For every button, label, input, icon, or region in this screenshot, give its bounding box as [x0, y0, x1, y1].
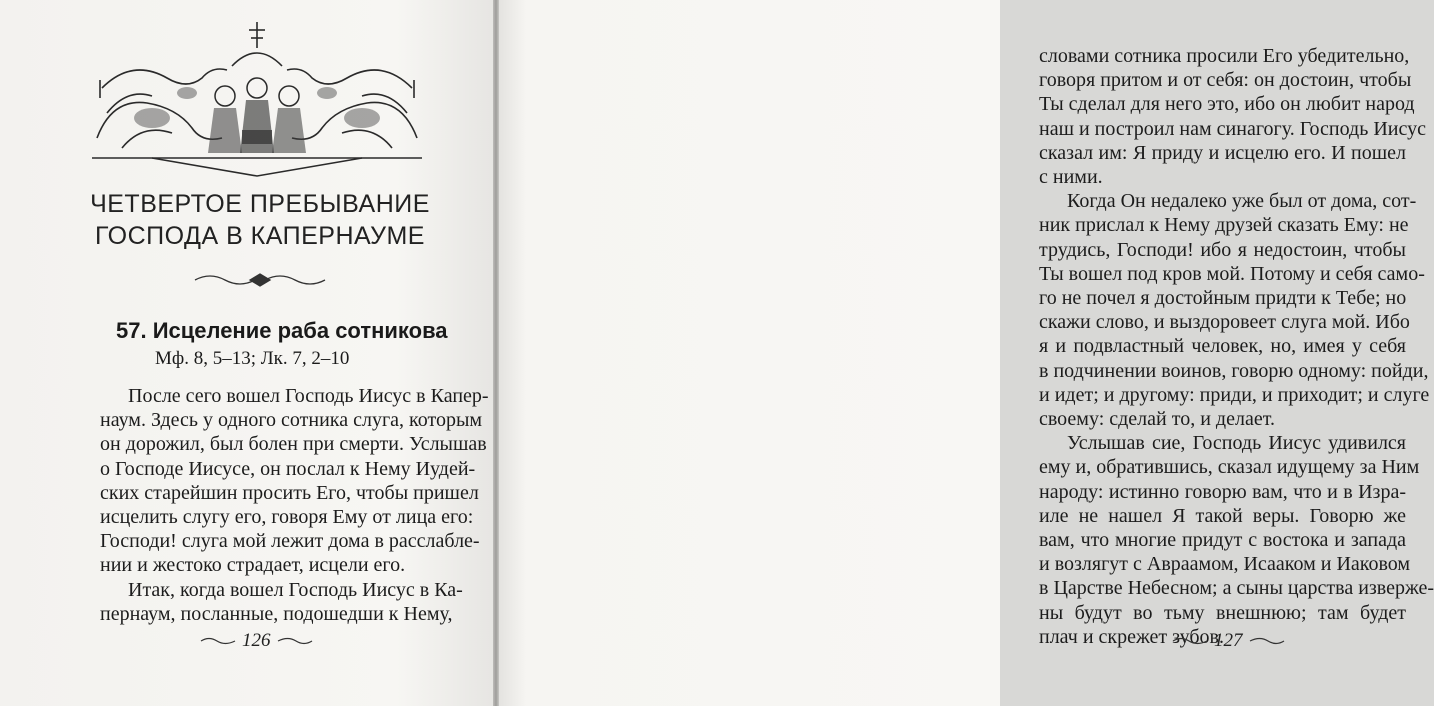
text-line: ему и, обратившись, сказал идущему за Ним [1039, 456, 1420, 479]
text-line: плач и скрежет зубов. [1039, 625, 1224, 648]
text-line: и идет; и другому: приди, и приходит; и слуге [1039, 383, 1430, 406]
text-line: трудись, Господи! ибо я недостоин, чтобы [1039, 238, 1406, 261]
text-line: пернаум, посланные, подошедши к Нему, [100, 602, 453, 625]
chapter-title [70, 188, 450, 252]
text-line: своему: сделай то, и делает. [1039, 408, 1275, 431]
book-gutter [493, 0, 499, 706]
page-number-left [200, 629, 313, 653]
left-page [0, 0, 496, 706]
text-line: Когда Он недалеко уже был от дома, сот- [1067, 190, 1417, 213]
text-line: ник прислал к Нему друзей сказать Ему: не [1039, 214, 1409, 237]
text-line: и возлягут с Авраамом, Исааком и Иаковом [1039, 553, 1411, 576]
page-ornament-right-icon [1249, 636, 1285, 646]
ornamental-divider-icon [190, 270, 330, 290]
chapter-title-line: ГОСПОДА В КАПЕРНАУМЕ [95, 222, 425, 250]
chapter-title-line: ЧЕТВЕРТОЕ ПРЕБЫВАНИЕ [90, 190, 430, 218]
text-line: словами сотника просили Его убедительно, [1039, 45, 1410, 67]
text-line: я и подвластный человек, но, имея у себя [1039, 335, 1406, 358]
page-number: 127 [1214, 630, 1243, 651]
text-line: После сего вошел Господь Иисус в Капер- [128, 385, 489, 407]
ornamental-header-trinity-icon [92, 18, 422, 178]
text-line: сказал им: Я приду и исцелю его. И пошел [1039, 141, 1406, 164]
text-line: скажи слово, и выздоровеет слуга мой. Ибо [1039, 311, 1410, 334]
text-line: в Царстве Небесном; а сыны царства изверже- [1039, 577, 1434, 600]
text-line: Итак, когда вошел Господь Иисус в Ка- [128, 578, 463, 601]
text-line: он дорожил, был болен при смерти. Услышав [100, 433, 487, 456]
text-line: го не почел я достойным придти к Тебе; но [1039, 287, 1407, 310]
page-number-right [1172, 629, 1285, 653]
page-ornament-left-icon [200, 636, 236, 646]
text-line: в подчинении воинов, говорю одному: пойди, [1039, 359, 1429, 382]
scripture-references: Мф. 8, 5–13; Лк. 7, 2–10 [155, 348, 350, 369]
text-line: о Господе Иисусе, он послал к Нему Иудей- [100, 457, 476, 480]
text-line: ских старейшин просить Его, чтобы пришел [100, 481, 479, 504]
page-number: 126 [242, 630, 271, 651]
text-line: иле не нашел Я такой веры. Говорю же [1039, 504, 1406, 527]
page-ornament-right-icon [277, 636, 313, 646]
text-line: Господи! слуга мой лежит дома в расслабле- [100, 530, 480, 553]
text-line: говоря притом и от себя: он достоин, чтобы [1039, 69, 1412, 92]
right-body-text [1039, 44, 1434, 649]
page-ornament-left-icon [1172, 636, 1208, 646]
text-line: Ты сделал для него это, ибо он любит народ [1039, 93, 1415, 116]
right-page [496, 0, 1434, 706]
left-body-text [100, 384, 489, 626]
text-line: с ними. [1039, 166, 1103, 189]
text-line: наш и построил нам синагогу. Господь Иисус [1039, 117, 1426, 140]
text-line: наум. Здесь у одного сотника слуга, которым [100, 409, 483, 432]
text-line: ны будут во тьму внешнюю; там будет [1039, 601, 1406, 624]
text-line: народу: истинно говорю вам, что и в Изра- [1039, 480, 1406, 503]
text-line: Услышав сие, Господь Иисус удивился [1067, 432, 1406, 455]
text-line: нии и жестоко страдает, исцели его. [100, 554, 406, 577]
text-line: исцелить слугу его, говоря Ему от лица его: [100, 506, 474, 529]
text-line: Ты вошел под кров мой. Потому и себя само- [1039, 262, 1425, 285]
text-line: вам, что многие придут с востока и запада [1039, 529, 1406, 552]
section-heading: 57. Исцеление раба сотникова [116, 318, 448, 343]
